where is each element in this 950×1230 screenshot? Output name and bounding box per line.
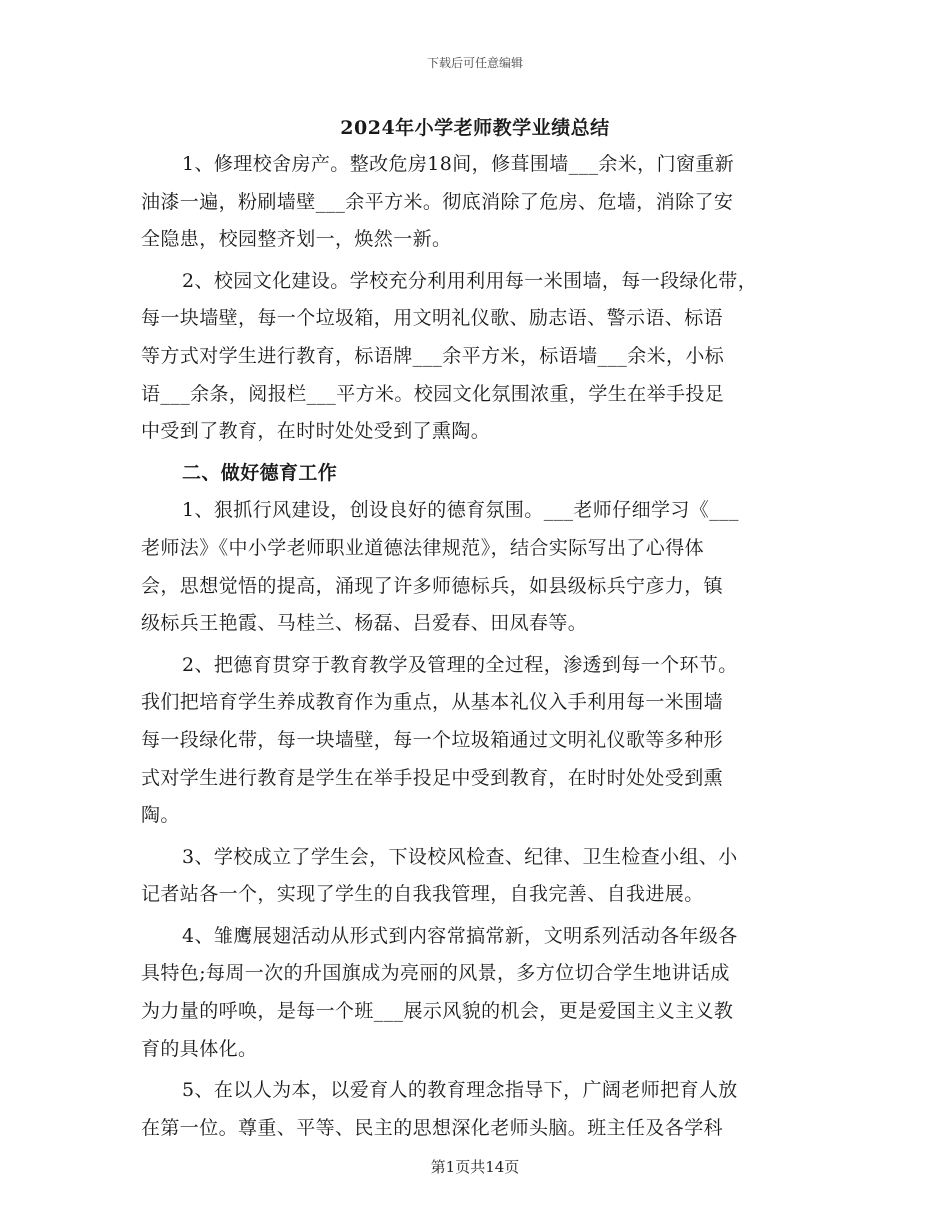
paragraph-line: 语___余条，阅报栏___平方米。校园文化氛围浓重，学生在举手投足 [141,382,725,405]
paragraph-line: 2、校园文化建设。学校充分利用利用每一米围墙，每一段绿化带， [182,269,758,292]
paragraph-line: 每一段绿化带，每一块墙壁，每一个垃圾箱通过文明礼仪歌等多种形 [141,728,724,751]
paragraph-line: 级标兵王艳霞、马桂兰、杨磊、吕爱春、田凤春等。 [141,612,588,635]
page-number-footer: 第1页共14页 [430,1158,520,1176]
paragraph-line: 5、在以人为本，以爱育人的教育理念指导下，广阔老师把育人放 [182,1079,738,1102]
header-note: 下载后可任意编辑 [426,56,523,70]
paragraph-line: 具特色;每周一次的升国旗成为亮丽的风景，多方位切合学生地讲话成 [141,962,730,985]
paragraph-line: 全隐患，校园整齐划一，焕然一新。 [141,228,452,251]
paragraph-line: 2、把德育贯穿于教育教学及管理的全过程，渗透到每一个环节。 [182,653,738,676]
paragraph-line: 3、学校成立了学生会，下设校风检查、纪律、卫生检查小组、小 [182,845,738,868]
paragraph-line: 油漆一遍，粉刷墙壁___余平方米。彻底消除了危房、危墙，消除了安 [141,190,734,213]
paragraph-line: 1、修理校舍房产。整改危房18间，修葺围墙___余米，门窗重新 [182,153,735,175]
paragraph-line: 陶。 [141,804,180,827]
paragraph-line: 育的具体化。 [141,1037,258,1060]
paragraph-line: 式对学生进行教育是学生在举手投足中受到教育，在时时处处受到熏 [141,766,724,789]
document-body [141,146,821,1147]
paragraph-line: 在第一位。尊重、平等、民主的思想深化老师头脑。班主任及各学科 [141,1116,724,1139]
paragraph-line: 等方式对学生进行教育，标语牌___余平方米，标语墙___余米，小标 [141,344,725,367]
paragraph-line: 4、雏鹰展翅活动从形式到内容常搞常新，文明系列活动各年级各 [182,924,738,947]
document-title: 2024年小学老师教学业绩总结 [340,117,610,139]
paragraph-line: 为力量的呼唤，是每一个班___展示风貌的机会，更是爱国主义主义教 [141,1000,734,1023]
paragraph-line: 老师法》《中小学老师职业道德法律规范》，结合实际写出了心得体 [141,536,705,559]
paragraph-line: 我们把培育学生养成教育作为重点，从基本礼仪入手利用每一米围墙 [141,691,724,714]
paragraph-line: 1、狠抓行风建设，创设良好的德育氛围。___老师仔细学习《___ [182,499,739,522]
paragraph-line: 记者站各一个，实现了学生的自我我管理，自我完善、自我进展。 [141,883,704,906]
paragraph-line: 每一块墙壁，每一个垃圾箱，用文明礼仪歌、励志语、警示语、标语 [141,307,724,330]
paragraph-line: 会，思想觉悟的提高，涌现了许多师德标兵，如县级标兵宁彦力，镇 [141,574,724,597]
section-heading: 二、做好德育工作 [182,461,338,484]
paragraph-line: 中受到了教育，在时时处处受到了熏陶。 [141,420,491,443]
